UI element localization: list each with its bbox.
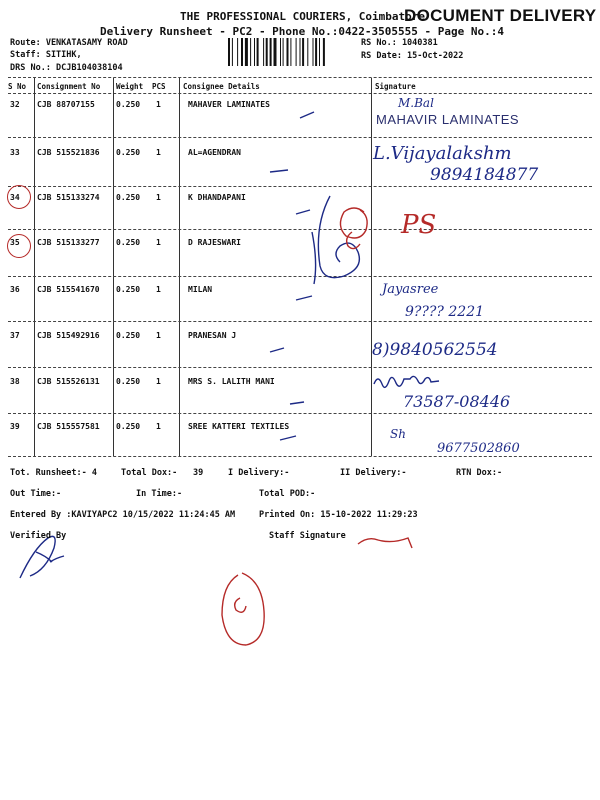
row-pcs: 1 xyxy=(156,285,161,294)
col-header-weight: Weight xyxy=(116,82,144,91)
red-circle-mark xyxy=(7,234,31,258)
row-consignment: CJB 515521836 xyxy=(37,148,100,157)
row-consignee: K DHANDAPANI xyxy=(188,193,246,202)
row-pcs: 1 xyxy=(156,331,161,340)
entered-by: Entered By :KAVIYAPC2 10/15/2022 11:24:45 AM xyxy=(10,510,236,520)
row-pcs: 1 xyxy=(156,100,161,109)
ii-delivery-label: II Delivery:- xyxy=(340,468,407,478)
rs-date: RS Date: 15-Oct-2022 xyxy=(361,51,464,61)
handwritten-phone: 8)9840562554 xyxy=(372,340,498,360)
col-header-consignee: Consignee Details xyxy=(183,82,260,91)
handwritten-signature: Sh xyxy=(390,427,406,441)
in-time-label: In Time:- xyxy=(136,489,183,499)
handwritten-initials: PS xyxy=(401,210,437,240)
row-sno: 32 xyxy=(10,100,20,109)
col-header-pcs: PCS xyxy=(152,82,166,91)
row-weight: 0.250 xyxy=(116,148,141,157)
row-sno: 39 xyxy=(10,422,20,431)
col-header-consignment: Consignment No xyxy=(37,82,101,91)
row-consignment: CJB 515133277 xyxy=(37,238,100,247)
row-weight: 0.250 xyxy=(116,422,141,431)
handwritten-phone: 9???? 2221 xyxy=(405,304,485,320)
row-consignee: D RAJESWARI xyxy=(188,238,241,247)
out-time-label: Out Time:- xyxy=(10,489,62,499)
document-type-title: DOCUMENT DELIVERY xyxy=(404,6,597,25)
drs-number: DRS No.: DCJB104038104 xyxy=(10,63,123,73)
handwritten-phone: 73587-08446 xyxy=(403,392,511,411)
col-header-signature: Signature xyxy=(375,82,416,91)
row-pcs: 1 xyxy=(156,377,161,386)
row-sno: 33 xyxy=(10,148,20,157)
row-sno: 38 xyxy=(10,377,20,386)
rs-number: RS No.: 1040381 xyxy=(361,38,438,48)
handwritten-signature: Jayasree xyxy=(382,282,439,297)
row-consignee: AL=AGENDRAN xyxy=(188,148,241,157)
row-pcs: 1 xyxy=(156,148,161,157)
handwritten-phone: 9894184877 xyxy=(430,165,539,185)
handwritten-phone: 9677502860 xyxy=(437,441,520,456)
red-circle-mark xyxy=(7,185,31,209)
row-weight: 0.250 xyxy=(116,193,141,202)
row-consignee: MRS S. LALITH MANI xyxy=(188,377,275,386)
company-name: THE PROFESSIONAL COURIERS, Coimbatore xyxy=(180,10,426,23)
row-weight: 0.250 xyxy=(116,238,141,247)
row-pcs: 1 xyxy=(156,422,161,431)
company-stamp: MAHAVIR LAMINATES xyxy=(376,112,520,127)
row-sno: 34 xyxy=(10,193,20,202)
printed-on: Printed On: 15-10-2022 11:29:23 xyxy=(259,510,418,520)
row-consignment: CJB 515541670 xyxy=(37,285,100,294)
total-dox-value: 39 xyxy=(193,468,204,478)
total-dox-label: Total Dox:- xyxy=(121,468,178,478)
staff-signature-label: Staff Signature xyxy=(269,531,346,541)
row-weight: 0.250 xyxy=(116,285,141,294)
rtn-dox-label: RTN Dox:- xyxy=(456,468,503,478)
row-consignment: CJB 515526131 xyxy=(37,377,100,386)
i-delivery-label: I Delivery:- xyxy=(228,468,290,478)
col-header-sno: S No xyxy=(8,82,27,91)
row-sno: 37 xyxy=(10,331,20,340)
row-sno: 36 xyxy=(10,285,20,294)
row-weight: 0.250 xyxy=(116,377,141,386)
handwritten-initials: M.Bal xyxy=(398,96,434,110)
row-consignee: MILAN xyxy=(188,285,213,294)
row-consignee: PRANESAN J xyxy=(188,331,237,340)
staff-label: Staff: SITIHK, xyxy=(10,50,82,60)
route-label: Route: VENKATASAMY ROAD xyxy=(10,38,128,48)
row-weight: 0.250 xyxy=(116,100,141,109)
row-consignment: CJB 515492916 xyxy=(37,331,100,340)
handwritten-signature: L.Vijayalakshm xyxy=(373,143,512,164)
row-pcs: 1 xyxy=(156,238,161,247)
row-consignee: SREE KATTERI TEXTILES xyxy=(188,422,290,431)
row-pcs: 1 xyxy=(156,193,161,202)
total-runsheet: Tot. Runsheet:- 4 xyxy=(10,468,97,478)
row-weight: 0.250 xyxy=(116,331,141,340)
row-consignment: CJB 515133274 xyxy=(37,193,100,202)
row-consignment: CJB 515557581 xyxy=(37,422,100,431)
row-consignment: CJB 88707155 xyxy=(37,100,95,109)
runsheet-title: Delivery Runsheet - PC2 - Phone No.:0422-3505555 - Page No.:4 xyxy=(100,25,504,38)
row-consignee: MAHAVER LAMINATES xyxy=(188,100,270,109)
row-sno: 35 xyxy=(10,238,20,247)
total-pod-label: Total POD:- xyxy=(259,489,316,499)
verified-by-label: Verified By xyxy=(10,531,67,541)
